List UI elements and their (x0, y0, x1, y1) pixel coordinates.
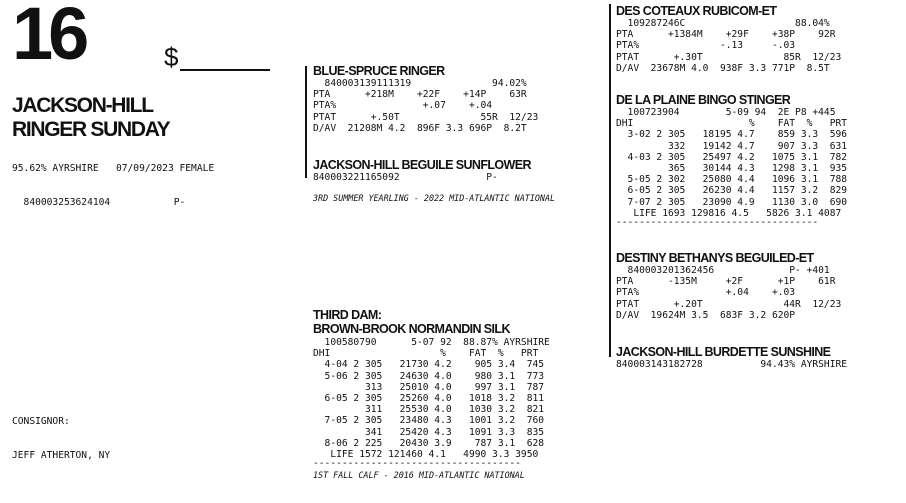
third-dam-label: THIRD DAM: (313, 308, 382, 322)
dam-sire-block (616, 251, 841, 321)
sire-dam-line: 3-02 2 305 18195 4.7 859 3.3 596 (616, 129, 848, 141)
dam-line: 840003221165092 P- (313, 172, 498, 183)
sire-dam-divider: ----------------------------------- (616, 219, 819, 228)
sire-name: BLUE-SPRUCE RINGER (313, 64, 445, 78)
dam-block (313, 158, 555, 203)
sire-line: 840003139111319 94.02% (313, 78, 527, 89)
sire-dam-line: 5-05 2 302 25080 4.4 1096 3.1 788 (616, 174, 848, 186)
sire-line: D/AV 21208M 4.2 896F 3.3 696P 8.2T (313, 122, 527, 134)
sire-bracket (305, 66, 307, 178)
sire-dam-line: DHI % FAT % PRT (616, 118, 848, 130)
third-dam-line: 313 25010 4.0 997 3.1 787 (313, 381, 545, 393)
third-dam-divider: ------------------------------------ (313, 460, 521, 469)
dollar-sign: $ (164, 42, 179, 72)
sire-sire-name: DES COTEAUX RUBICOM-ET (616, 4, 777, 18)
third-dam-name: BROWN-BROOK NORMANDIN SILK (313, 322, 510, 336)
sire-block (313, 64, 538, 134)
sire-line: PTA +218M +22F +14P 63R (313, 89, 527, 101)
sire-sire-line: 109287246C 88.04% (616, 18, 830, 29)
dam-sire-line: PTA% +.04 +.03 (616, 287, 796, 299)
dam-sire-line: D/AV 19624M 3.5 683F 3.2 620P (616, 309, 796, 321)
third-dam-line: 341 25420 4.3 1091 3.3 835 (313, 426, 545, 438)
price-field (164, 42, 270, 72)
third-dam-line: DHI % FAT % PRT (313, 348, 539, 360)
dam-sire-line: PTAT +.20T 44R 12/23 (616, 298, 842, 310)
sire-sire-line: PTA +1384M +29F +38P 92R (616, 29, 836, 41)
third-dam-show-note: 1ST FALL CALF - 2016 MID-ATLANTIC NATIONAL (313, 470, 525, 481)
sire-sire-line: PTA% -.13 -.03 (616, 40, 796, 52)
sire-dam-block (616, 93, 850, 227)
dam-sire-bracket (609, 253, 611, 357)
sire-dam-line: 100723904 5-09 94 2E P8 +445 (616, 107, 836, 118)
sire-sire-line: PTAT +.30T 85R 12/23 (616, 51, 842, 63)
third-dam-line: 5-06 2 305 24630 4.0 980 3.1 773 (313, 370, 545, 382)
animal-name (12, 94, 169, 142)
third-dam-line: 100580790 5-07 92 88.87% AYRSHIRE (313, 337, 550, 348)
animal-info-line: 840003253624104 P- (12, 197, 186, 209)
sire-line: PTAT +.50T 55R 12/23 (313, 111, 539, 123)
sire-dam-line: 4-03 2 305 25497 4.2 1075 3.1 782 (616, 151, 848, 163)
sire-dam-line: LIFE 1693 129816 4.5 5826 3.1 4087 (616, 207, 842, 219)
animal-name-line1: JACKSON-HILL (12, 94, 153, 117)
sire-dam-line: 7-07 2 305 23090 4.9 1130 3.0 690 (616, 196, 848, 208)
sire-sire-line: D/AV 23678M 4.0 938F 3.3 771P 8.5T (616, 62, 830, 74)
third-dam-block (313, 308, 550, 480)
sire-sire-bracket (609, 4, 611, 258)
dam-sire-line: 840003201362456 P- +401 (616, 265, 830, 276)
dam-sire-line: PTA -135M +2F +1P 61R (616, 276, 836, 288)
third-dam-line: 4-04 2 305 21730 4.2 905 3.4 745 (313, 359, 545, 371)
third-dam-line: 6-05 2 305 25260 4.0 1018 3.2 811 (313, 393, 545, 405)
dam-dam-block (616, 345, 847, 370)
third-dam-line: LIFE 1572 121460 4.1 4990 3.3 3950 (313, 449, 539, 461)
third-dam-line: 311 25530 4.0 1030 3.2 821 (313, 404, 545, 416)
dam-name: JACKSON-HILL BEGUILE SUNFLOWER (313, 158, 531, 172)
sire-line: PTA% +.07 +.04 (313, 100, 493, 112)
sire-sire-block (616, 4, 841, 74)
sire-dam-line: 332 19142 4.7 907 3.3 631 (616, 140, 848, 152)
animal-info (12, 141, 214, 219)
third-dam-line: 8-06 2 225 20430 3.9 787 3.1 628 (313, 437, 545, 449)
animal-name-line2: RINGER SUNDAY (12, 118, 170, 141)
consignor-value: JEFF ATHERTON, NY (12, 450, 111, 462)
dam-dam-line: 840003143182728 94.43% AYRSHIRE (616, 359, 848, 370)
dam-show-note: 3RD SUMMER YEARLING - 2022 MID-ATLANTIC NATIONAL (313, 193, 556, 204)
sire-dam-line: 6-05 2 305 26230 4.4 1157 3.2 829 (616, 185, 848, 197)
price-underline (180, 69, 270, 71)
consignor-label: CONSIGNOR: (12, 416, 70, 428)
sire-dam-line: 365 30144 4.3 1298 3.1 935 (616, 163, 848, 175)
dam-dam-name: JACKSON-HILL BURDETTE SUNSHINE (616, 345, 831, 359)
consignor (12, 394, 110, 472)
sire-dam-name: DE LA PLAINE BINGO STINGER (616, 93, 791, 107)
dam-sire-name: DESTINY BETHANYS BEGUILED-ET (616, 251, 814, 265)
third-dam-line: 7-05 2 305 23480 4.3 1001 3.2 760 (313, 415, 545, 427)
lot-number: 16 (12, 0, 85, 75)
animal-info-line: 95.62% AYRSHIRE 07/09/2023 FEMALE (12, 163, 215, 175)
